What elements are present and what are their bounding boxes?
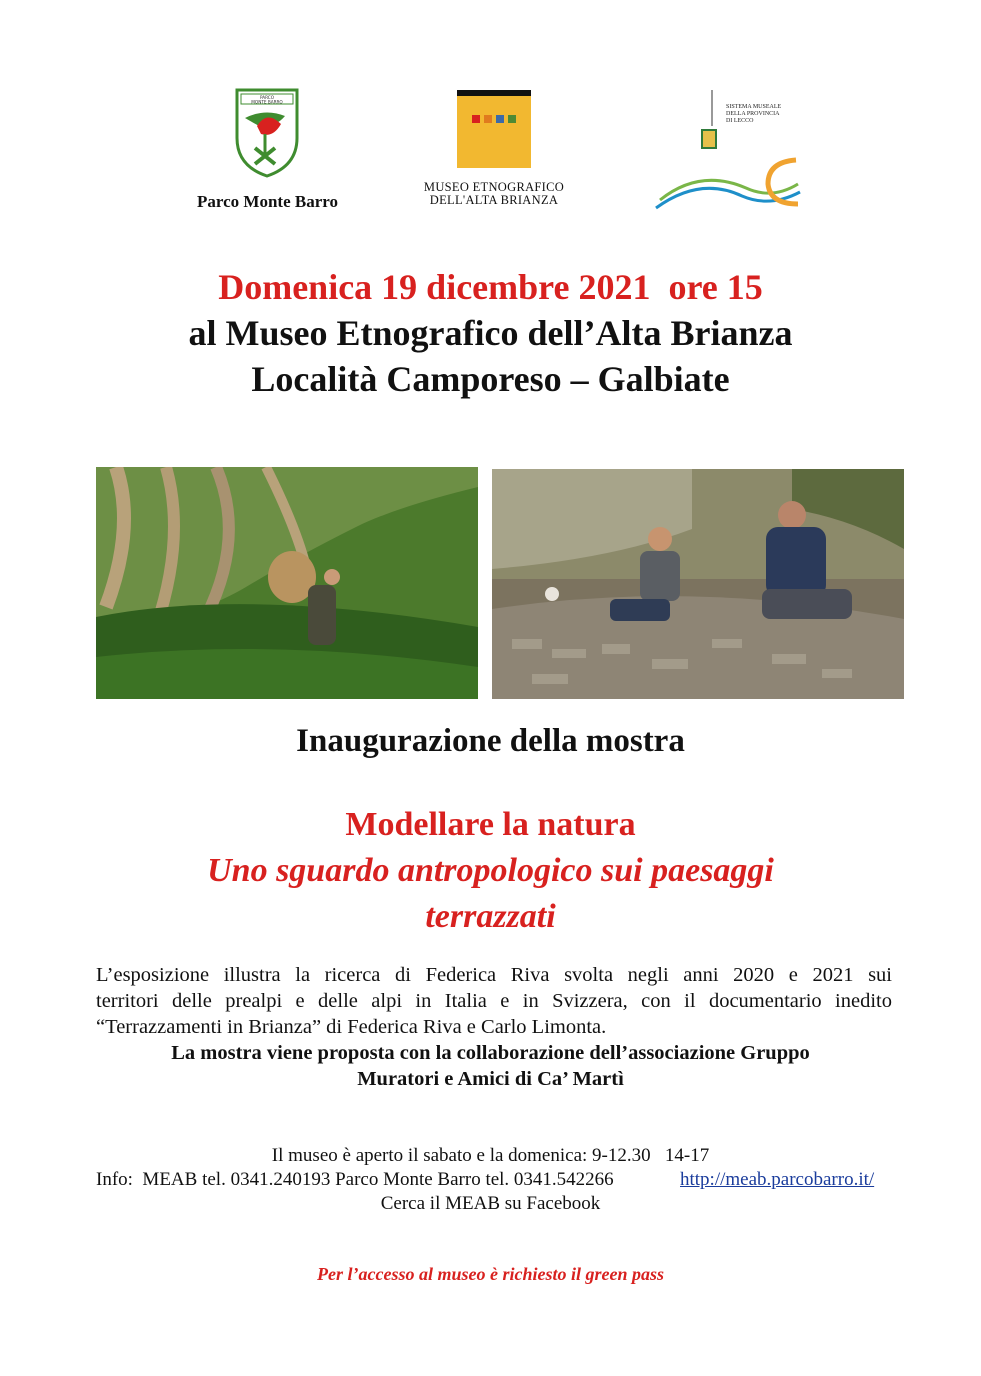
exhibition-subtitle-line2: terrazzati — [425, 898, 556, 935]
event-place: Località Camporeso – Galbiate — [251, 359, 730, 399]
green-pass-notice: Per l’accesso al museo è richiesto il green pass — [317, 1264, 664, 1284]
collaboration-line2: Muratori e Amici di Ca’ Martì — [357, 1068, 624, 1090]
contact-phones: Info: MEAB tel. 0341.240193 Parco Monte Barro tel. 0341.542266 — [96, 1169, 614, 1190]
parco-caption: Parco Monte Barro — [197, 192, 338, 211]
museo-square-logo-icon — [457, 90, 531, 168]
museo-logo-bar — [457, 90, 531, 96]
contact-info — [96, 1168, 896, 1192]
museo-logo-dots — [472, 110, 520, 128]
svg-text:MONTE BARRO: MONTE BARRO — [251, 99, 283, 105]
description-line2: territori delle prealpi e delle alpi in Italia e in Svizzera, con il documentario inedito — [96, 990, 892, 1012]
sistema-museale-logo — [650, 84, 810, 219]
exhibition-title: Modellare la natura — [345, 806, 636, 843]
collaboration-line1: La mostra viene proposta con la collaborazione dell’associazione Gruppo — [171, 1042, 810, 1064]
parco-monte-barro-logo — [180, 88, 355, 218]
event-venue: al Museo Etnografico dell’Alta Brianza — [188, 313, 793, 353]
inauguration-heading: Inaugurazione della mostra — [296, 723, 685, 759]
website-link[interactable]: http://meab.parcobarro.it/ — [680, 1169, 875, 1190]
museo-caption-line1: MUSEO ETNOGRAFICO — [423, 180, 565, 194]
facebook-note: Cerca il MEAB su Facebook — [380, 1193, 601, 1214]
museo-caption-line2: DELL'ALTA BRIANZA — [429, 193, 559, 207]
sistema-museale-text: SISTEMA MUSEALE DELLA PROVINCIA DI LECCO — [726, 104, 782, 124]
event-date: Domenica 19 dicembre 2021 ore 15 — [218, 267, 763, 307]
description-line1: L’esposizione illustra la ricerca di Federica Riva svolta negli anni 2020 e 2021 sui — [96, 964, 892, 986]
terraced-hillside-worker-photo — [96, 467, 478, 699]
dry-stone-wall-builders-photo — [492, 469, 904, 699]
exhibition-subtitle-line1: Uno sguardo antropologico sui paesaggi — [207, 852, 774, 889]
museo-etnografico-logo — [410, 85, 578, 215]
description-line3: “Terrazzamenti in Brianza” di Federica Riva e Carlo Limonta. — [96, 1016, 607, 1038]
parco-monte-barro-shield-icon — [235, 88, 299, 178]
svg-text:PARCO: PARCO — [259, 95, 275, 100]
opening-hours: Il museo è aperto il sabato e la domenica: 9-12.30 14-17 — [271, 1145, 710, 1166]
